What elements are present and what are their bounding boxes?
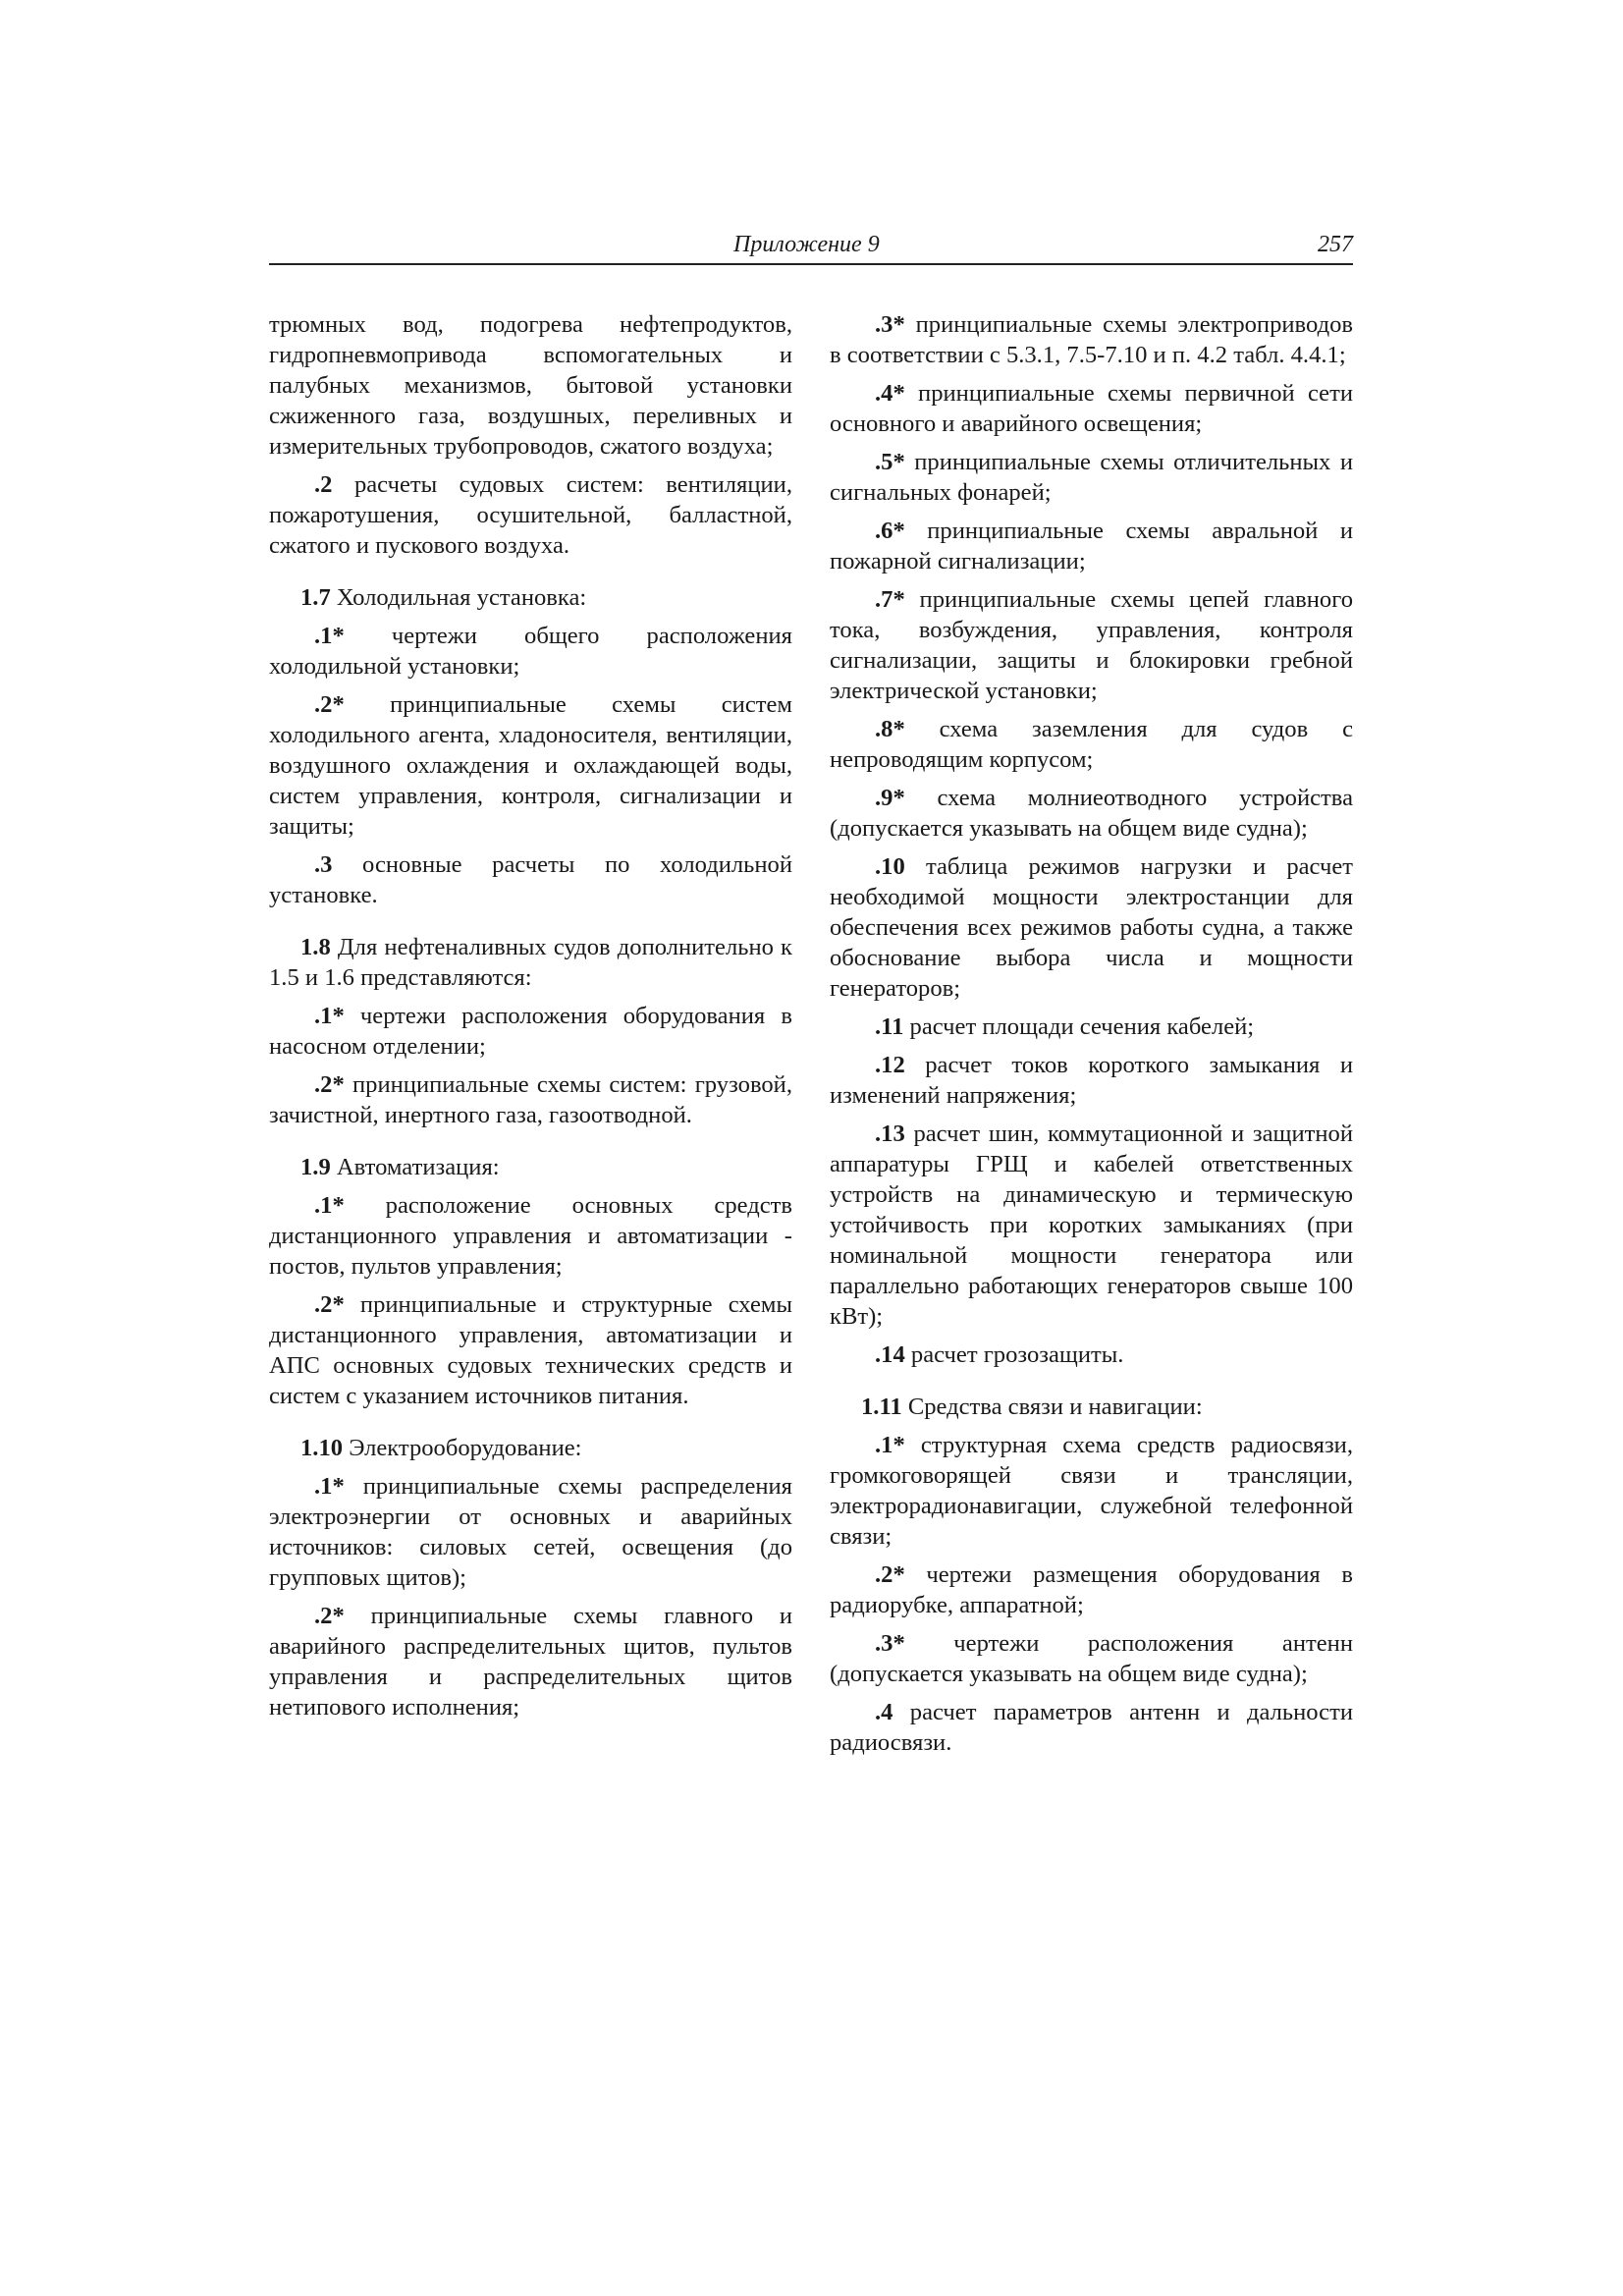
- list-item: .1* чертежи расположения оборудования в насосном отделении;: [269, 1003, 792, 1060]
- section-heading: 1.9 Автоматизация:: [300, 1154, 500, 1180]
- list-item: .2* принципиальные и структурные схемы дистанционного управления, автоматизации и АПС основных судовых технических средств и систем с указанием источников питания.: [269, 1291, 792, 1409]
- list-item: .13 расчет шин, коммутационной и защитной аппаратуры ГРЩ и кабелей ответственных устройств на динамическую и термическую устойчивость при коротких замыканиях (при номинальной мощности генератора или параллельно работающих генераторов свыше 100 кВт);: [830, 1121, 1353, 1330]
- list-item: .2* принципиальные схемы систем холодильного агента, хладоносителя, вентиляции, воздушного охлаждения и охлаждающей воды, систем управления, контроля, сигнализации и защиты;: [269, 691, 792, 840]
- list-item: .3 основные расчеты по холодильной установке.: [269, 851, 792, 908]
- section-heading: 1.8 Для нефтеналивных судов дополнительно к 1.5 и 1.6 представляются:: [269, 934, 792, 991]
- list-item: .2* чертежи размещения оборудования в радиорубке, аппаратной;: [830, 1561, 1353, 1618]
- list-item: .6* принципиальные схемы авральной и пожарной сигнализации;: [830, 518, 1353, 574]
- running-title: Приложение 9: [733, 232, 880, 257]
- list-item: .14 расчет грозозащиты.: [875, 1341, 1124, 1368]
- list-item: .1* структурная схема средств радиосвязи, громкоговорящей связи и трансляции, электрорадионавигации, служебной телефонной связи;: [830, 1432, 1353, 1550]
- list-item: .1* чертежи общего расположения холодильной установки;: [269, 623, 792, 680]
- list-item: .8* схема заземления для судов с непроводящим корпусом;: [830, 716, 1353, 773]
- section-heading: 1.7 Холодильная установка:: [300, 584, 587, 611]
- list-item: .7* принципиальные схемы цепей главного тока, возбуждения, управления, контроля сигнализации, защиты и блокировки гребной электрической установки;: [830, 586, 1353, 704]
- list-item: .11 расчет площади сечения кабелей;: [875, 1013, 1255, 1040]
- list-item: .10 таблица режимов нагрузки и расчет необходимой мощности электростанции для обеспечения всех режимов работы судна, а также обоснование выбора числа и мощности генераторов;: [830, 853, 1353, 1002]
- list-item: .1* принципиальные схемы распределения электроэнергии от основных и аварийных источников: силовых сетей, освещения (до групповых щитов);: [269, 1473, 792, 1591]
- page-header: [269, 232, 1353, 265]
- list-item: .1* расположение основных средств дистанционного управления и автоматизации - постов, пультов управления;: [269, 1192, 792, 1280]
- list-item: .3* принципиальные схемы электроприводов в соответствии с 5.3.1, 7.5-7.10 и п. 4.2 табл. 4.4.1;: [830, 311, 1353, 368]
- list-item: .2 расчеты судовых систем: вентиляции, пожаротушения, осушительной, балластной, сжатого и пускового воздуха.: [269, 471, 792, 559]
- page-number: 257: [1318, 232, 1353, 257]
- list-item: .12 расчет токов короткого замыкания и изменений напряжения;: [830, 1052, 1353, 1109]
- list-item: .2* принципиальные схемы систем: грузовой, зачистной, инертного газа, газоотводной.: [269, 1071, 792, 1128]
- list-item: .4* принципиальные схемы первичной сети основного и аварийного освещения;: [830, 380, 1353, 437]
- list-item: .3* чертежи расположения антенн (допускается указывать на общем виде судна);: [830, 1630, 1353, 1687]
- list-item: .5* принципиальные схемы отличительных и сигнальных фонарей;: [830, 449, 1353, 506]
- section-heading: 1.10 Электрооборудование:: [300, 1435, 582, 1461]
- list-item: .2* принципиальные схемы главного и аварийного распределительных щитов, пультов управления и распределительных щитов нетипового исполнения;: [269, 1603, 792, 1721]
- left-column: [269, 309, 792, 1730]
- paragraph: трюмных вод, подогрева нефтепродуктов, гидропневмопривода вспомогательных и палубных механизмов, бытовой установки сжиженного газа, воздушных, переливных и измерительных трубопроводов, сжатого воздуха;: [269, 311, 792, 460]
- list-item: .4 расчет параметров антенн и дальности радиосвязи.: [830, 1699, 1353, 1756]
- list-item: .9* схема молниеотводного устройства (допускается указывать на общем виде судна);: [830, 785, 1353, 842]
- right-column: [830, 309, 1353, 1766]
- section-heading: 1.11 Средства связи и навигации:: [861, 1394, 1203, 1420]
